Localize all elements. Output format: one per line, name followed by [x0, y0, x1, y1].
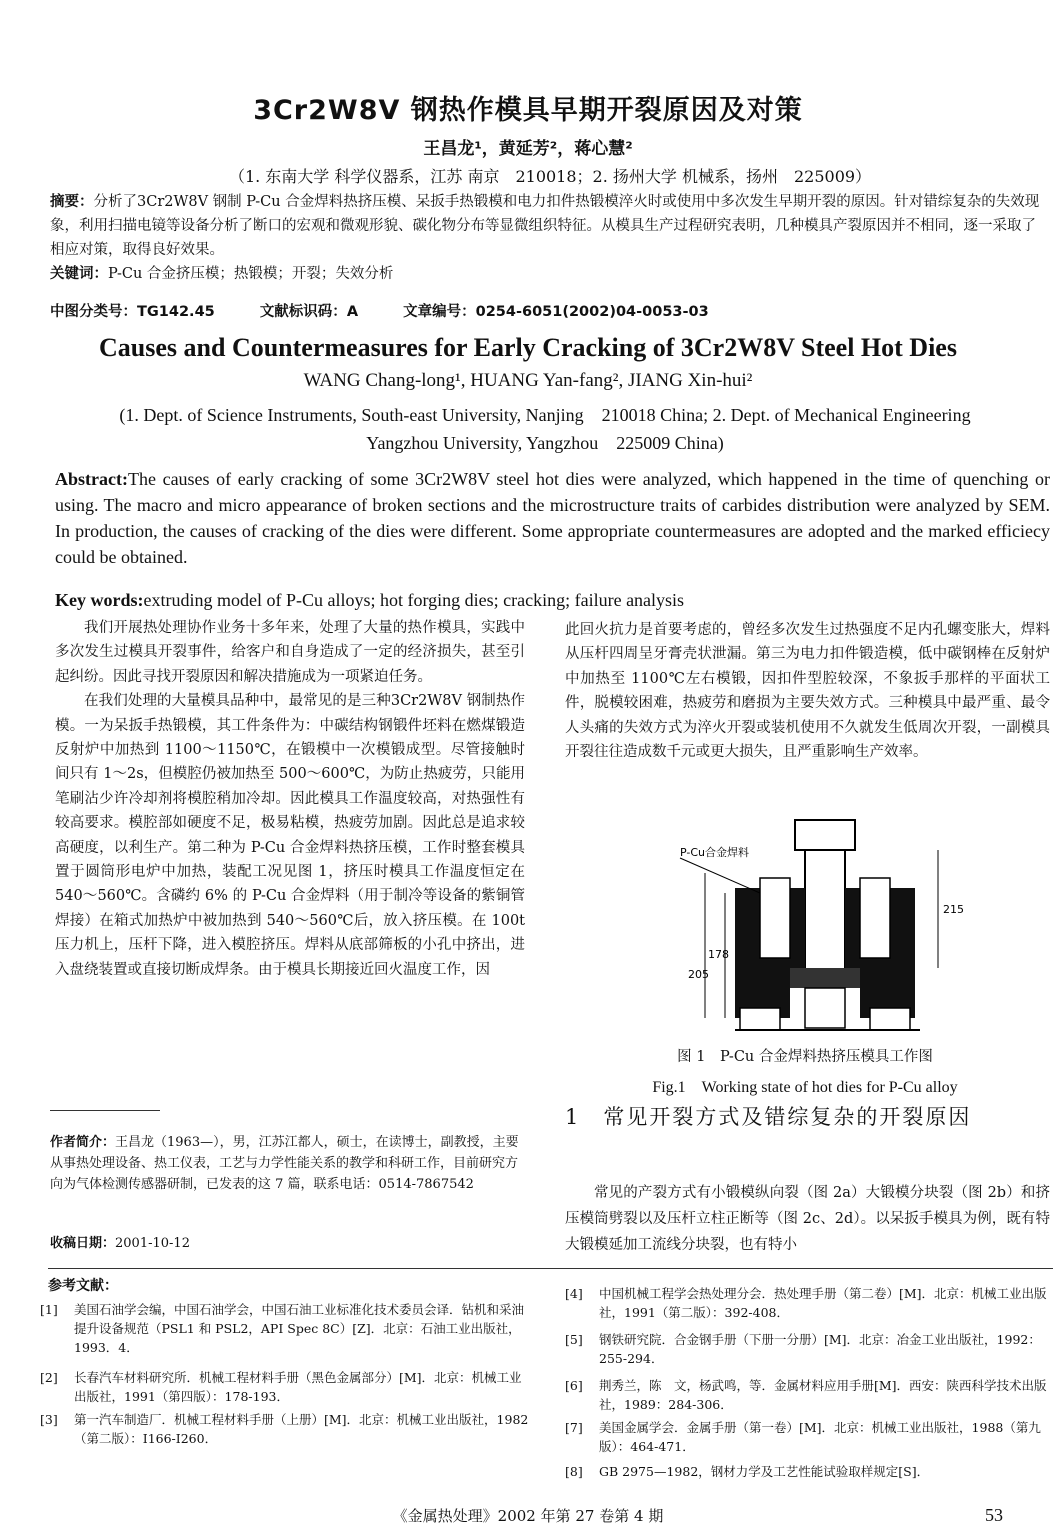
body-paragraph: 在我们处理的大量模具品种中，最常见的是三种3Cr2W8V 钢制热作模。一为呆扳手热锻模，其工件条件为：中碳结构钢锻件坯料在燃煤锻造反射炉中加热到 1100～1150℃，在锻模中一次模锻成型。尽管接触时间只有 1～2s，但模腔仍被加热至 500～600℃，为防止热疲劳，只能用笔刷沾少许冷却剂将模腔稍加冷却。因此模具工作温度较高，对热强性有较高要求。模腔部如硬度不足，极易粘模，热疲劳加剧。因此总是追求较高硬度，以利生产。第二种为 P-Cu 合金焊料热挤压模，工作时整套模具置于圆筒形电炉中加热，装配工况见图 1，挤压时模具工作温度恒定在 540～560℃。含磷约 6% 的 P-Cu 合金焊料（用于制冷等设备的紫铜管焊接）在箱式加热炉中被加热到 540～560℃后，放入挤压模。在 100t 压力机上，压杆下降，进入模腔挤压。焊料从底部筛板的小孔中挤出，进入盘绕装置或直接切断成焊条。由于模具长期接近回火温度工作，因: [55, 693, 525, 978]
body-paragraph: 此回火抗力是首要考虑的，曾经多次发生过热强度不足内孔螺变胀大，焊料从压杆四周呈牙膏壳状泄漏。第三为电力扣件锻造模，低中碳钢棒在反射炉中加热至 1100℃左右模锻，因扣件型腔较深，不象扳手那样的平面状工件，脱模较困难，热疲劳和磨损为主要失效方式。三种模具中最严重、最令人头痛的失效方式为淬火开裂或装机使用不久就发生低周次开裂，一副模具开裂往往造成数千元或更大损失，且严重影响生产效率。: [565, 622, 1050, 761]
author-note-text: 王昌龙（1963—），男，江苏江都人，硕士，在读博士，副教授，主要从事热处理设备、热工仪表，工艺与力学性能关系的教学和科研工作，目前研究方向为气体检测传感器研制，已发表的这 7 篇，联系电话：0514-7867542: [50, 1135, 519, 1192]
abstract-english: [55, 466, 1050, 570]
reference-number: [4]: [565, 1286, 583, 1301]
article-number: 文章编号：0254-6051(2002)04-0053-03: [403, 304, 709, 320]
reference-item: [565, 1284, 1050, 1322]
reference-text: 钢铁研究院．合金钢手册（下册一分册）[M]．北京：冶金工业出版社，1992：255-294．: [599, 1332, 1041, 1366]
footnote-divider: [50, 1110, 160, 1111]
reference-number: [5]: [565, 1332, 583, 1347]
reference-item: [565, 1330, 1050, 1368]
reference-item: [565, 1418, 1050, 1456]
reference-number: [2]: [40, 1370, 58, 1385]
reference-text: 第一汽车制造厂．机械工程材料手册（上册）[M]．北京：机械工业出版社，1982（第二版）：Ⅰ166-Ⅰ260．: [74, 1412, 529, 1446]
base-bolt-left: [740, 1008, 780, 1030]
reference-text: GB 2975—1982，钢材力学及工艺性能试验取样规定[S]．: [599, 1464, 930, 1479]
body-right-column: [565, 618, 1050, 764]
liner-left: [760, 878, 790, 958]
references-divider: [48, 1268, 1053, 1269]
document-code: 文献标识码：A: [259, 304, 359, 320]
received-value: 2001-10-12: [115, 1236, 190, 1251]
abstract-chinese: [50, 190, 1050, 286]
keywords-cn-label: 关键词：: [50, 266, 108, 282]
dimension-178: 178: [708, 948, 729, 961]
affiliation-english: [35, 401, 1055, 457]
reference-text: 美国金属学会．金属手册（第一卷）[M]．北京：机械工业出版社，1988（第九版）：464-471．: [599, 1420, 1041, 1454]
reference-item: [565, 1462, 1050, 1481]
page-number: 53: [985, 1505, 1003, 1525]
press-rod: [805, 850, 845, 970]
abstract-cn-label: 摘要：: [50, 194, 94, 210]
outlet-channel: [805, 988, 845, 1028]
affiliation-en-line-1: (1. Dept. of Science Instruments, South-east University, Nanjing 210018 China; 2. Dept. of Mechanical Engineering: [119, 405, 971, 425]
figure-caption-chinese: 图 1 P-Cu 合金焊料热挤压模具工作图: [677, 1049, 933, 1065]
liner-right: [860, 878, 890, 958]
keywords-en-text: extruding model of P-Cu alloys; hot forging dies; cracking; failure analysis: [143, 590, 685, 610]
base-bolt-right: [870, 1008, 910, 1030]
classification-line: [50, 300, 749, 321]
reference-item: [40, 1410, 530, 1448]
leader-line: [680, 858, 760, 893]
received-date: [50, 1232, 190, 1251]
reference-text: 荆秀兰，陈 文，杨武鸣，等．金属材料应用手册[M]．西安：陕西科学技术出版社，1989：284-306．: [599, 1378, 1047, 1412]
reference-number: [1]: [40, 1302, 58, 1317]
material-label: P-Cu合金焊料: [680, 846, 750, 859]
body-paragraph: 常见的产裂方式有小锻模纵向裂（图 2a）大锻模分块裂（图 2b）和挤压模筒劈裂以及压杆立柱正断等（图 2c、2d）。以呆扳手模具为例，既有特大锻模延加工流线分块裂，也有特小: [565, 1185, 1050, 1253]
reference-item: [565, 1376, 1050, 1414]
section-1-heading: 1 常见开裂方式及错综复杂的开裂原因: [565, 1105, 972, 1129]
title-english: Causes and Countermeasures for Early Cracking of 3Cr2W8V Steel Hot Dies: [99, 333, 957, 362]
authors-english: WANG Chang-long¹, HUANG Yan-fang², JIANG Xin-hui²: [303, 370, 753, 391]
sieve-plate: [790, 968, 860, 988]
keywords-english: [55, 590, 684, 611]
reference-item: [40, 1368, 530, 1406]
journal-footer: 《金属热处理》2002 年第 27 卷第 4 期: [392, 1507, 664, 1525]
authors-chinese: 王昌龙¹，黄延芳²，蒋心慧²: [423, 139, 633, 159]
author-biography: [50, 1132, 525, 1195]
press-rod-head: [795, 820, 855, 850]
received-label: 收稿日期：: [50, 1236, 116, 1251]
keywords-cn-text: P-Cu 合金挤压模；热锻模；开裂；失效分析: [108, 266, 394, 282]
figure-caption-english: Fig.1 Working state of hot dies for P-Cu alloy: [652, 1079, 958, 1096]
clc-number: 中图分类号：TG142.45: [50, 304, 215, 320]
section-1-body: [565, 1180, 1050, 1258]
affiliation-en-line-2: Yangzhou University, Yangzhou 225009 China): [366, 433, 724, 453]
body-left-column: [55, 616, 525, 982]
author-note-label: 作者简介：: [50, 1135, 116, 1150]
abstract-cn-text: 分析了3Cr2W8V 钢制 P-Cu 合金焊料热挤压模、呆扳手热锻模和电力扣件热锻模淬火时或使用中多次发生早期开裂的原因。针对错综复杂的失效现象，利用扫描电镜等设备分析了断口的宏观和微观形貌、碳化物分布等显微组织特征。从模具生产过程研究表明，几种模具产裂原因并不相同，逐一采取了相应对策，取得良好效果。: [50, 194, 1040, 258]
dimension-215: 215: [943, 903, 964, 916]
reference-item: [40, 1300, 530, 1357]
reference-number: [3]: [40, 1412, 58, 1427]
title-chinese: 3Cr2W8V 钢热作模具早期开裂原因及对策: [253, 95, 803, 126]
affiliation-chinese: （1. 东南大学 科学仪器系，江苏 南京 210018；2. 扬州大学 机械系，扬州 225009）: [228, 167, 872, 186]
abstract-en-text: The causes of early cracking of some 3Cr2W8V steel hot dies were analyzed, which happened in the time of quenching or using. The macro and micro appearance of broken sections and the microstructure traits of carbides distribution were analyzed by SEM. In production, the causes of cracking of the dies were different. Some appropriate countermeasures are adopted and the marked efficiecy could be obtained.: [55, 469, 1050, 567]
reference-number: [7]: [565, 1420, 583, 1435]
die-assembly-figure: [640, 818, 1000, 1048]
abstract-en-label: Abstract:: [55, 469, 128, 489]
reference-text: 美国石油学会编，中国石油学会，中国石油工业标准化技术委员会译．钻机和采油提升设备规范（PSL1 和 PSL2，API Spec 8C）[Z]．北京：石油工业出版社，1993．4．: [74, 1302, 525, 1355]
reference-text: 中国机械工程学会热处理分会．热处理手册（第二卷）[M]．北京：机械工业出版社，1991（第二版）：392-408．: [599, 1286, 1047, 1320]
body-paragraph: 我们开展热处理协作业务十多年来，处理了大量的热作模具，实践中多次发生过模具开裂事件，给客户和自身造成了一定的经济损失，甚至引起纠纷。因此寻找开裂原因和解决措施成为一项紧迫任务。: [55, 620, 525, 685]
keywords-en-label: Key words:: [55, 590, 144, 610]
references-heading: 参考文献：: [48, 1278, 118, 1294]
reference-number: [6]: [565, 1378, 583, 1393]
dimension-205: 205: [688, 968, 709, 981]
reference-text: 长春汽车材料研究所．机械工程材料手册（黑色金属部分）[M]．北京：机械工业出版社，1991（第四版）：178-193．: [74, 1370, 522, 1404]
reference-number: [8]: [565, 1464, 583, 1479]
